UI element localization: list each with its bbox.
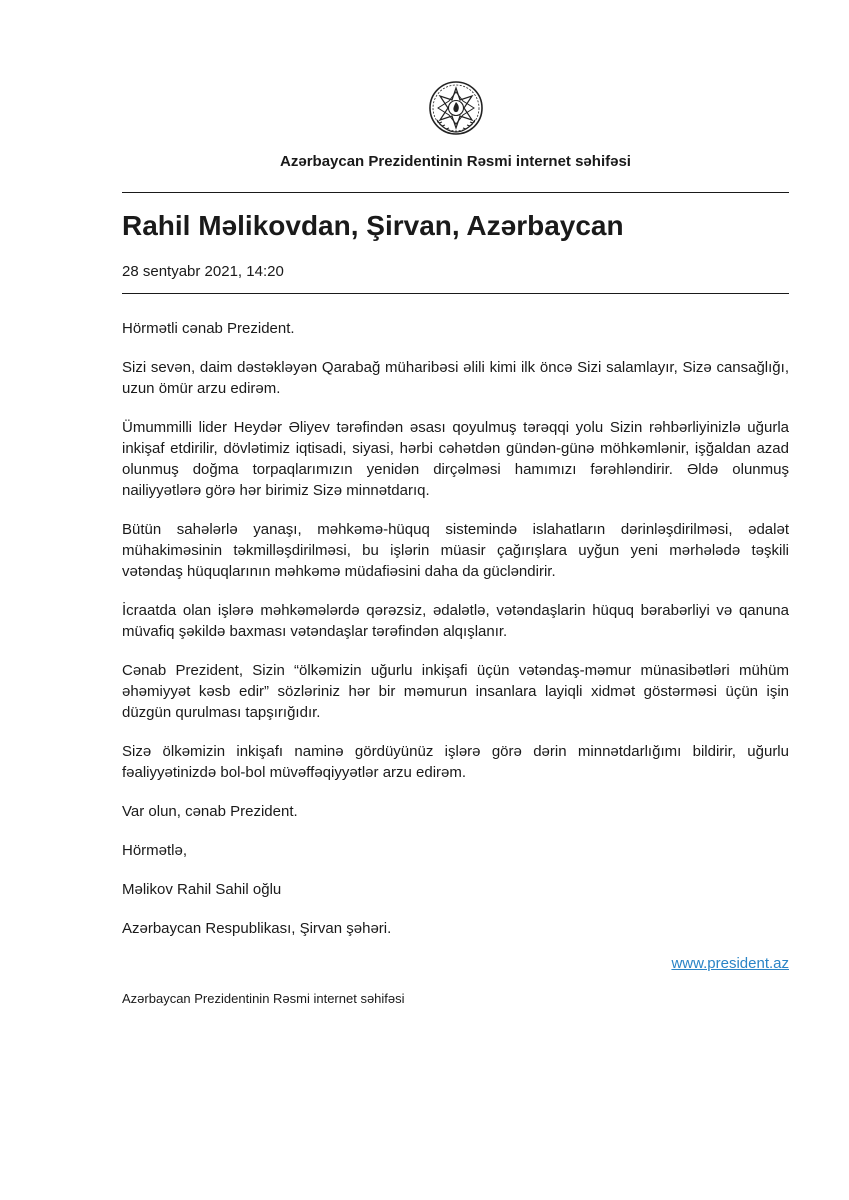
website-link[interactable]: www.president.az xyxy=(671,955,789,972)
letter-title: Rahil Məlikovdan, Şirvan, Azərbaycan xyxy=(122,210,624,241)
letter-paragraph: Bütün sahələrlə yanaşı, məhkəmə-hüquq sistemində islahatların dərinləşdirilməsi, ədalət mühakiməsinin təkmilləşdirilməsi, bu işlərin müasir çağırışlara uyğun yeni mərhələdə təşkili vətəndaş hüquqlarının məhkəmə müdafiəsini daha da gücləndirir. xyxy=(122,521,789,580)
letter-salutation: Hörmətlə, xyxy=(122,842,188,859)
header-divider xyxy=(122,192,789,193)
letter-body xyxy=(122,318,789,957)
letter-paragraph: Sizi sevən, daim dəstəkləyən Qarabağ müharibəsi əlili kimi ilk öncə Sizi salamlayır, Sizə cansağlığı, uzun ömür arzu edirəm. xyxy=(122,359,789,397)
letter-signature-location: Azərbaycan Respublikası, Şirvan şəhəri. xyxy=(122,920,392,937)
letter-paragraph: Cənab Prezident, Sizin “ölkəmizin uğurlu inkişafi üçün vətəndaş-məmur münasibətləri mühüm əhəmiyyət kəsb edir” sözləriniz hər bir məmurun insanlara layiqli xidmət göstərməsi üçün işin düzgün qurulması tapşırığıdır. xyxy=(122,662,789,721)
azerbaijan-state-emblem-icon xyxy=(428,80,484,136)
letter-paragraph: Sizə ölkəmizin inkişafı naminə gördüyünüz işlərə görə dərin minnətdarlığımı bildirir, uğurlu fəaliyyətinizdə bol-bol müvəffəqiyyətlər arzu edirəm. xyxy=(122,743,789,781)
letter-paragraph: Hörmətli cənab Prezident. xyxy=(122,320,295,337)
website-link-row xyxy=(122,955,789,972)
letter-signature-name: Məlikov Rahil Sahil oğlu xyxy=(122,881,282,898)
letter-paragraph: Ümummilli lider Heydər Əliyev tərəfindən əsası qoyulmuş tərəqqi yolu Sizin rəhbərliyinizlə uğurla inkişaf etdirilir, dövlətimiz iqtisadi, siyasi, hərbi cəhətdən gündən-günə möhkəmlənir, işğaldan azad olunmuş doğma torpaqlarımızın yenidən dirçəlməsi hamımızı fərəhləndirir. Əldə olunmuş nailiyyətlərə görə hər birimiz Sizə minnətdarıq. xyxy=(122,419,789,499)
site-header-title: Azərbaycan Prezidentinin Rəsmi internet səhifəsi xyxy=(280,153,631,170)
letter-paragraph: İcraatda olan işlərə məhkəmələrdə qərəzsiz, ədalətlə, vətəndaşlarin hüquq bərabərliyi və qanuna müvafiq şəkildə baxması vətəndaşlar tərəfindən alqışlanır. xyxy=(122,602,789,640)
page-footer: Azərbaycan Prezidentinin Rəsmi internet səhifəsi xyxy=(122,991,405,1006)
title-divider xyxy=(122,293,789,294)
letter-date: 28 sentyabr 2021, 14:20 xyxy=(122,263,284,280)
letter-closing: Var olun, cənab Prezident. xyxy=(122,803,298,820)
